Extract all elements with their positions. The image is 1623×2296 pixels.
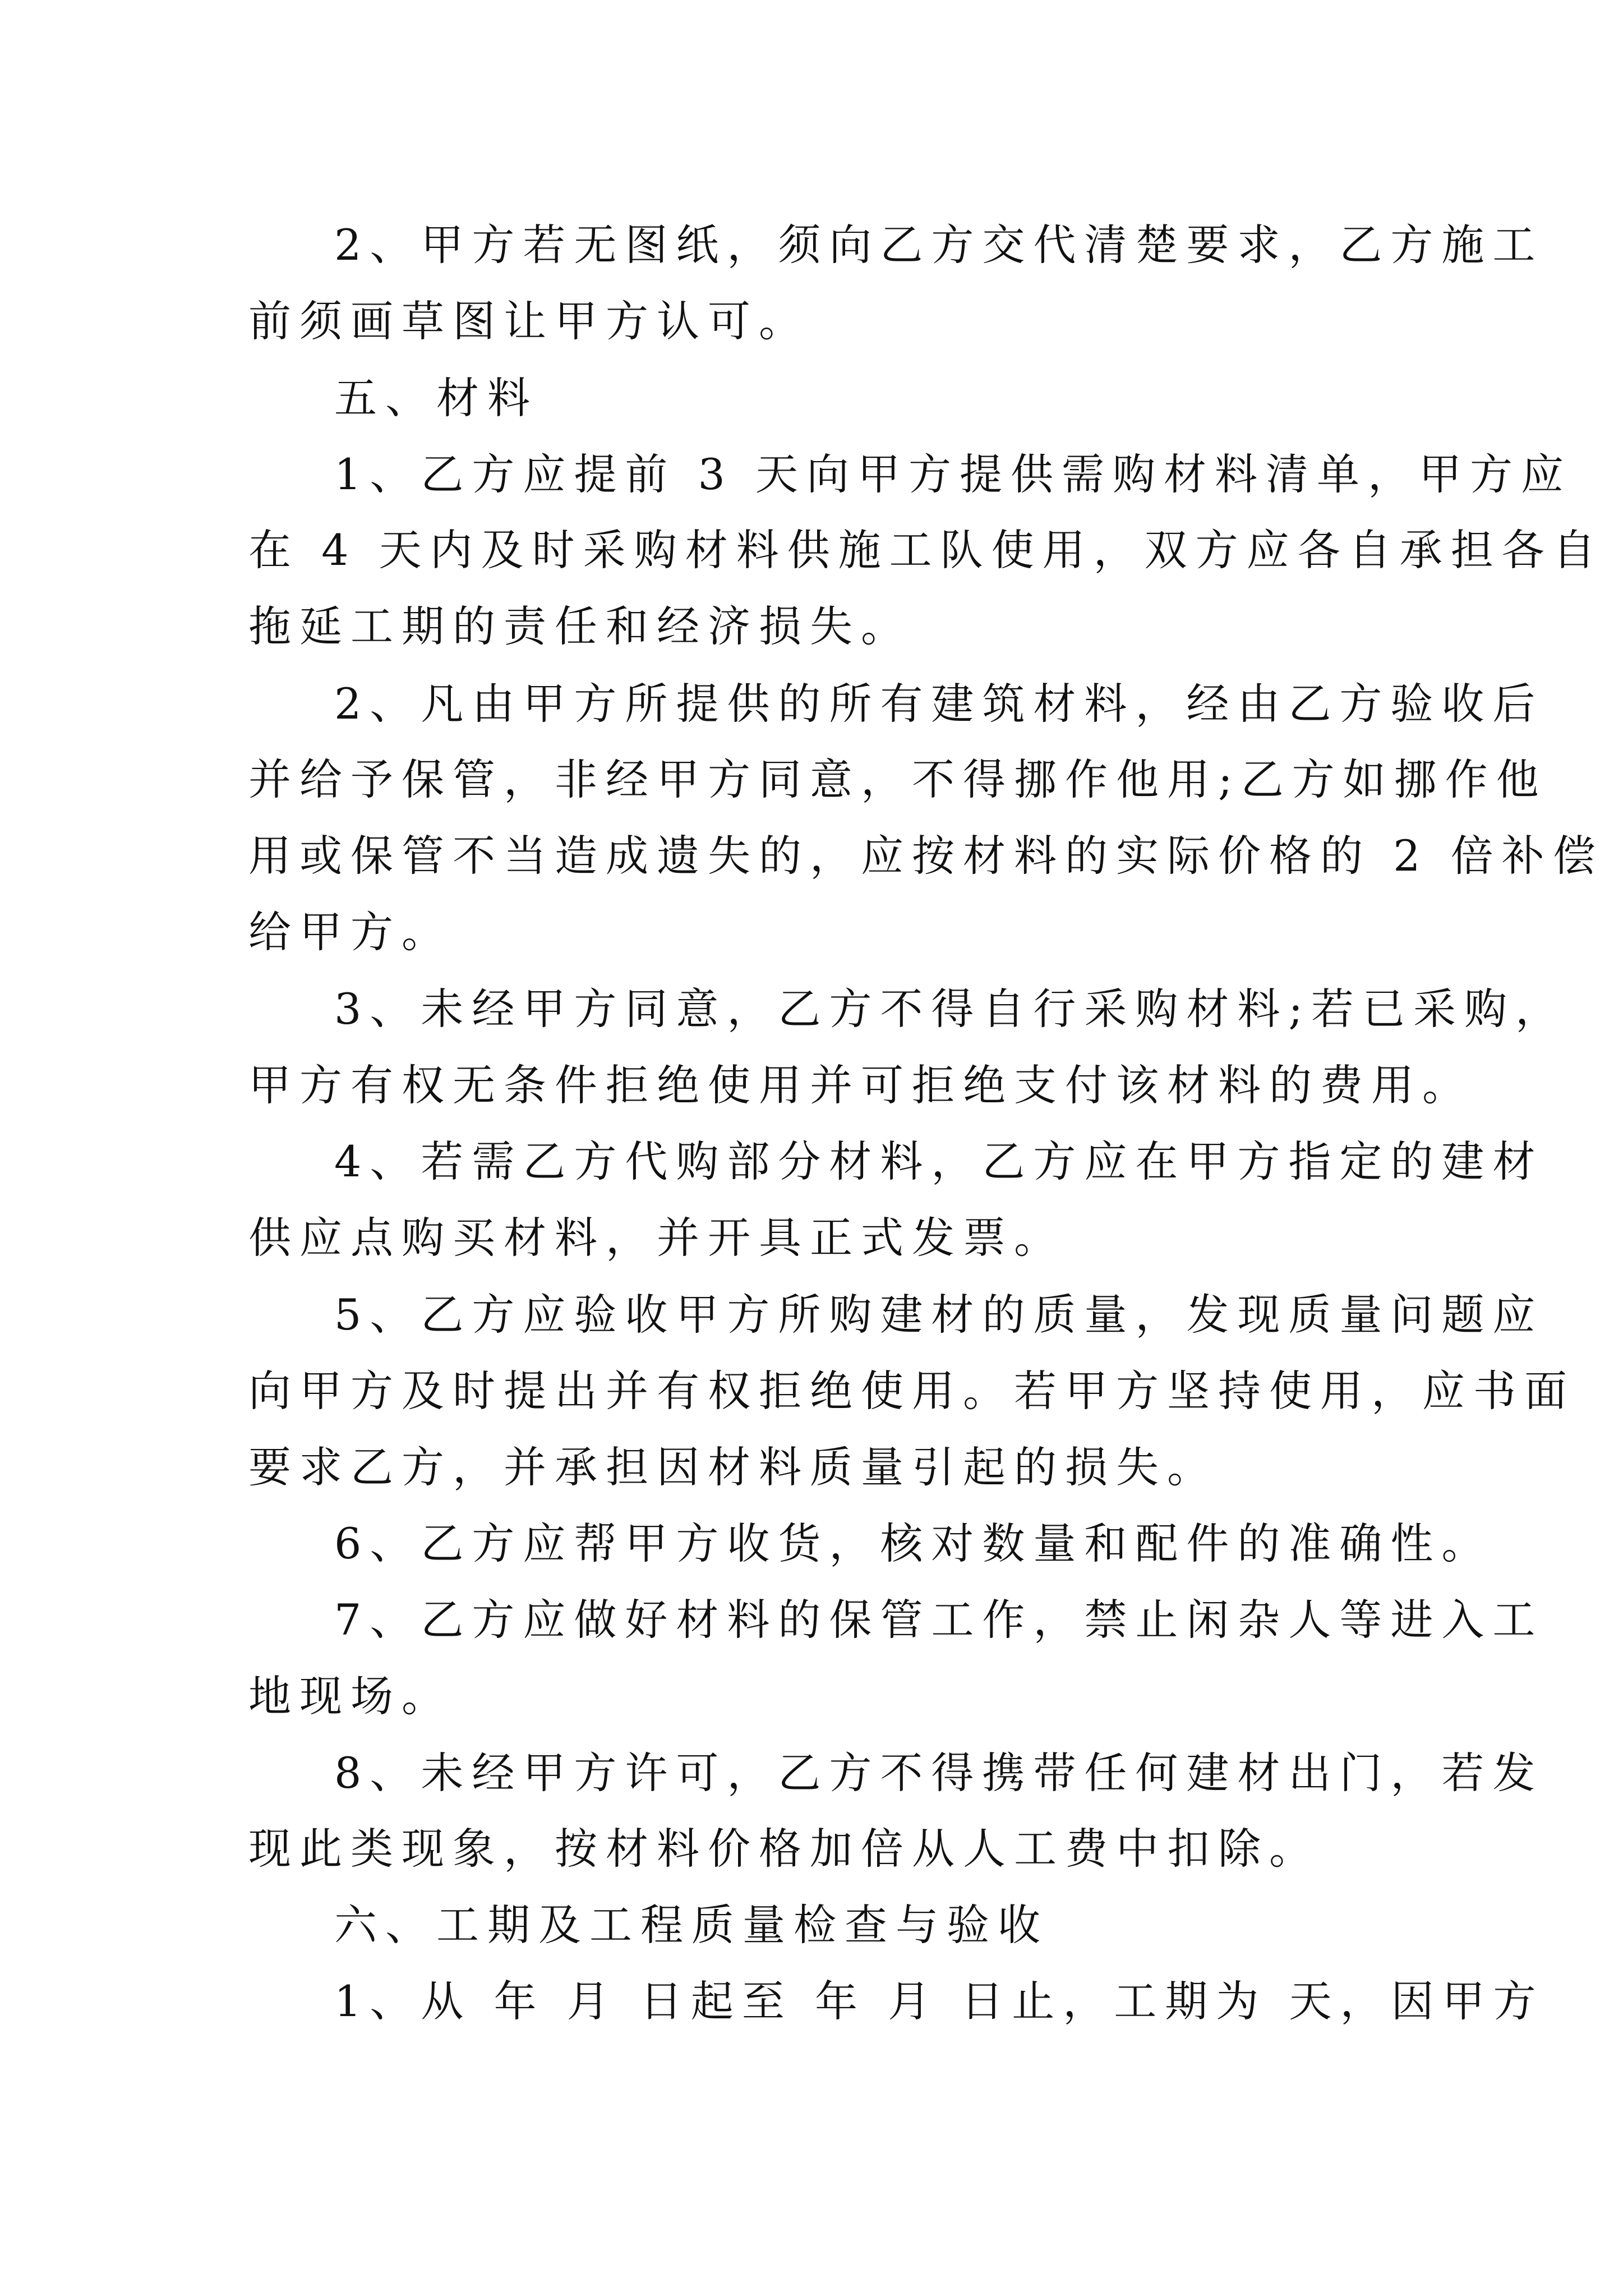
text-line: 1、乙方应提前 3 天向甲方提供需购材料清单，甲方应	[334, 449, 1573, 499]
text-line: 甲方有权无条件拒绝使用并可拒绝支付该材料的费用。	[248, 1060, 1473, 1110]
text-line: 在 4 天内及时采购材料供施工队使用，双方应各自承担各自	[248, 525, 1604, 575]
section-heading: 五、材料	[334, 373, 538, 423]
text-line: 要求乙方，并承担因材料质量引起的损失。	[248, 1442, 1218, 1492]
text-line: 地现场。	[248, 1671, 453, 1721]
text-line: 用或保管不当造成遗失的，应按材料的实际价格的 2 倍补偿	[248, 831, 1604, 881]
text-line: 拖延工期的责任和经济损失。	[248, 601, 912, 651]
text-line: 给甲方。	[248, 907, 453, 957]
text-line: 2、凡由甲方所提供的所有建筑材料，经由乙方验收后	[334, 679, 1544, 729]
text-line: 向甲方及时提出并有权拒绝使用。若甲方坚持使用，应书面	[248, 1366, 1575, 1416]
text-line: 并给予保管，非经甲方同意，不得挪作他用;乙方如挪作他	[248, 754, 1547, 804]
text-line: 前须画草图让甲方认可。	[248, 296, 810, 346]
text-line: 供应点购买材料，并开具正式发票。	[248, 1213, 1065, 1263]
text-line: 7、乙方应做好材料的保管工作，禁止闲杂人等进入工	[334, 1595, 1544, 1645]
text-line: 5、乙方应验收甲方所购建材的质量，发现质量问题应	[334, 1290, 1544, 1340]
text-line: 1、从 年 月 日起至 年 月 日止，工期为 天，因甲方	[334, 1976, 1544, 2026]
text-line: 4、若需乙方代购部分材料，乙方应在甲方指定的建材	[334, 1137, 1544, 1186]
text-line: 现此类现象，按材料价格加倍从人工费中扣除。	[248, 1824, 1320, 1874]
text-line: 8、未经甲方许可，乙方不得携带任何建材出门，若发	[334, 1748, 1544, 1798]
text-line: 6、乙方应帮甲方收货，核对数量和配件的准确性。	[334, 1519, 1493, 1568]
section-heading: 六、工期及工程质量检查与验收	[334, 1900, 1049, 1950]
text-line: 3、未经甲方同意，乙方不得自行采购材料;若已采购，	[334, 984, 1566, 1034]
text-line: 2、甲方若无图纸，须向乙方交代清楚要求，乙方施工	[334, 220, 1544, 270]
